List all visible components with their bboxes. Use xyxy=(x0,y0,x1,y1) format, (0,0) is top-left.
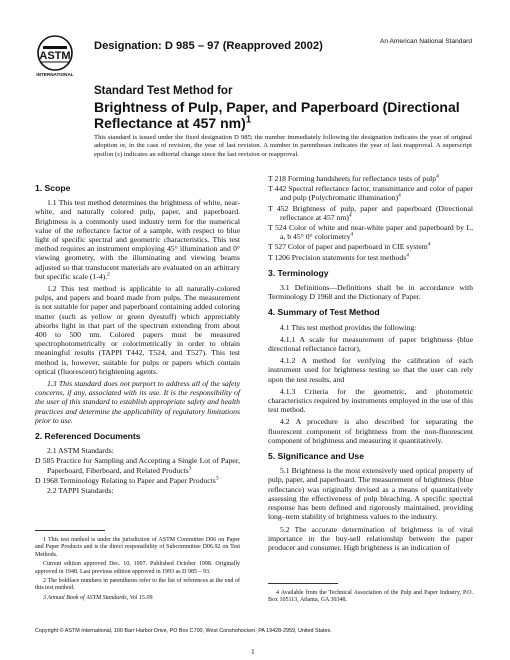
paragraph: 1.1 This test method determines the brightness of white, near-white, and naturally colored pulp, paper, and paperboard. Brightness is a commonly used industry term for the numerical value of the reflectance factor of a sample, with respect to blue light of specific spectral and geometric characteristics. This test method requires an instrument employing 45° illumination and 0° viewing geometry, with the illuminating and viewing beams adjusted so that translucent materials are evaluated on an arbitrary but specific scale (1-4).$^2$ xyxy=(35,198,240,281)
paragraph: 4.1.2 A method for verifying the calibration of each instrument used for brightness testing so that the user can rely upon the test results, and xyxy=(268,356,473,384)
footnote: 3 Annual Book of ASTM Standards, Vol 15.09. xyxy=(43,594,154,601)
reference-item: T 1206 Precision statements for test methods$^4$ xyxy=(268,252,409,262)
right-column xyxy=(268,174,473,555)
footnote: Current edition approved Dec. 10, 1997. Published October 1998. Originally approved in 1948. Last previous edition approved in 1993 as D 985 – 93. xyxy=(35,561,240,575)
reference-item: T 218 Forming handsheets for reflectance tests of pulp$^4$ xyxy=(268,173,439,183)
paragraph: 1.2 This test method is applicable to all naturally-colored pulps, and papers and board made from pulps. The measurement is not suitable for paper and paperboard containing added coloring matter (such as yellow or green dyestuff) which appreciably absorbs light in that part of the spectrum extending from about 400 to 500 nm. Colored papers must be measured spectrophotometrically or colorimetrically in order to obtain meaningful results (TAPPI T442, T524, and T527). This test method is, however, suitable for pulps or papers which contain optical (fluorescent) brightening agents. xyxy=(35,284,240,376)
reference-item: T 527 Color of paper and paperboard in CIE system$^4$ xyxy=(268,241,431,252)
section-heading: 1. Scope xyxy=(35,183,71,193)
footnote: 1 This test method is under the jurisdiction of ASTM Committee D06 on Paper and Paper Products and is the direct responsibility of Subcommittee D06.92 on Test Methods. xyxy=(35,537,240,558)
svg-text:INTERNATIONAL: INTERNATIONAL xyxy=(36,72,74,77)
section-heading: 4. Summary of Test Method xyxy=(268,307,380,318)
paragraph: 5.2 The accurate determination of brightness is of vital importance in the buy-sell relationship between the paper producer and consumer. High brightness is an indication of xyxy=(268,524,473,552)
copyright-line: Copyright © ASTM International, 100 Barr Harbor Drive, PO Box C700, West Conshohocken, PA 19428-2959, United States. xyxy=(35,628,332,634)
astm-logo xyxy=(33,34,77,78)
right-footnotes xyxy=(268,583,473,607)
national-standard-label: An American National Standard xyxy=(380,38,472,45)
footnote-rule xyxy=(268,583,338,584)
paragraph: 5.1 Brightness is the most extensively used optical property of pulp, paper, and paperboard. The measurement of brightness (blue reflectance) was originally devised as a means of quantitatively assessing the effectiveness of pulp bleaching. A specific spectral response has been defined and rigorously maintained, providing long–term stability of brightness values to the industry. xyxy=(268,466,473,522)
footnote: 2 The boldface numbers in parentheses refer to the list of references at the end of this test method. xyxy=(35,578,240,592)
title-line-1: Standard Test Method for xyxy=(94,85,233,97)
designation: Designation: D 985 – 97 (Reapproved 2002) xyxy=(94,40,323,52)
reference-item: T 452 Brightness of pulp, paper and paperboard (Directional reflectance at 457 nm)$^4$ xyxy=(268,203,473,222)
section-heading: 5. Significance and Use xyxy=(268,451,364,462)
left-footnotes xyxy=(35,520,240,604)
reference-item: D 1968 Terminology Relating to Paper and Paper Products$^3$ xyxy=(35,475,219,485)
document-title xyxy=(94,84,474,132)
paragraph: 4.1 This test method provides the following: xyxy=(280,322,417,332)
section-heading: 2. Referenced Documents xyxy=(35,431,141,442)
svg-text:ASTM: ASTM xyxy=(39,50,71,62)
reference-item: D 585 Practice for Sampling and Accepting a Single Lot of Paper, Paperboard, Fiberboard, and Related Products$^3$ xyxy=(35,456,240,475)
subheading: 2.2 TAPPI Standards: xyxy=(47,486,114,496)
paragraph: 3.1 Definitions—Definitions shall be in accordance with Terminology D 1968 and the Dictionary of Paper. xyxy=(268,283,473,302)
title-line-2: Brightness of Pulp, Paper, and Paperboard (Directional Reflectance at 457 nm)$^1$ xyxy=(94,98,460,131)
left-column xyxy=(35,177,240,496)
issuance-note: This standard is issued under the fixed designation D 985; the number immediately following the designation indicates the year of original adoption or, in the case of revision, the year of last revision. A number in parentheses indicates the year of last reapproval. A superscript epsilon (ε) indicates an editorial change since the last revision or reapproval. xyxy=(94,134,472,158)
section-heading: 3. Terminology xyxy=(268,267,329,278)
reference-item: T 524 Color of white and near-white paper and paperboard by L, a, b 45° 0° colorimetry$^4$ xyxy=(268,223,473,242)
footnote: 4 Available from the Technical Association of the Pulp and Paper Industry, P.O. Box 105113, Atlanta, GA 30348. xyxy=(268,590,473,604)
paragraph: 4.1.3 Criteria for the geometric, and photometric characteristics required by instruments employed in the use of this test method. xyxy=(268,386,473,415)
paragraph: 4.1.1 A scale for measurement of paper brightness (blue directional reflectance factor), xyxy=(268,334,473,354)
footnote-rule xyxy=(35,530,105,531)
safety-paragraph: 1.3 This standard does not purport to address all of the safety concerns, if any, associated with its use. It is the responsibility of the user of this standard to establish appropriate safety and health practices and determine the applicability of regulatory limitations prior to use. xyxy=(35,379,240,425)
subheading: 2.1 ASTM Standards: xyxy=(47,446,114,456)
paragraph: 4.2 A procedure is also described for separating the fluorescent component of brightness from the non-fluorescent component of brightness and measuring it quantitatively. xyxy=(268,417,473,445)
reference-item: T 442 Spectral reflectance factor, transmittance and color of paper and pulp (Polychromatic illumination)$^4$ xyxy=(268,184,473,203)
page-number: 1 xyxy=(251,647,255,656)
